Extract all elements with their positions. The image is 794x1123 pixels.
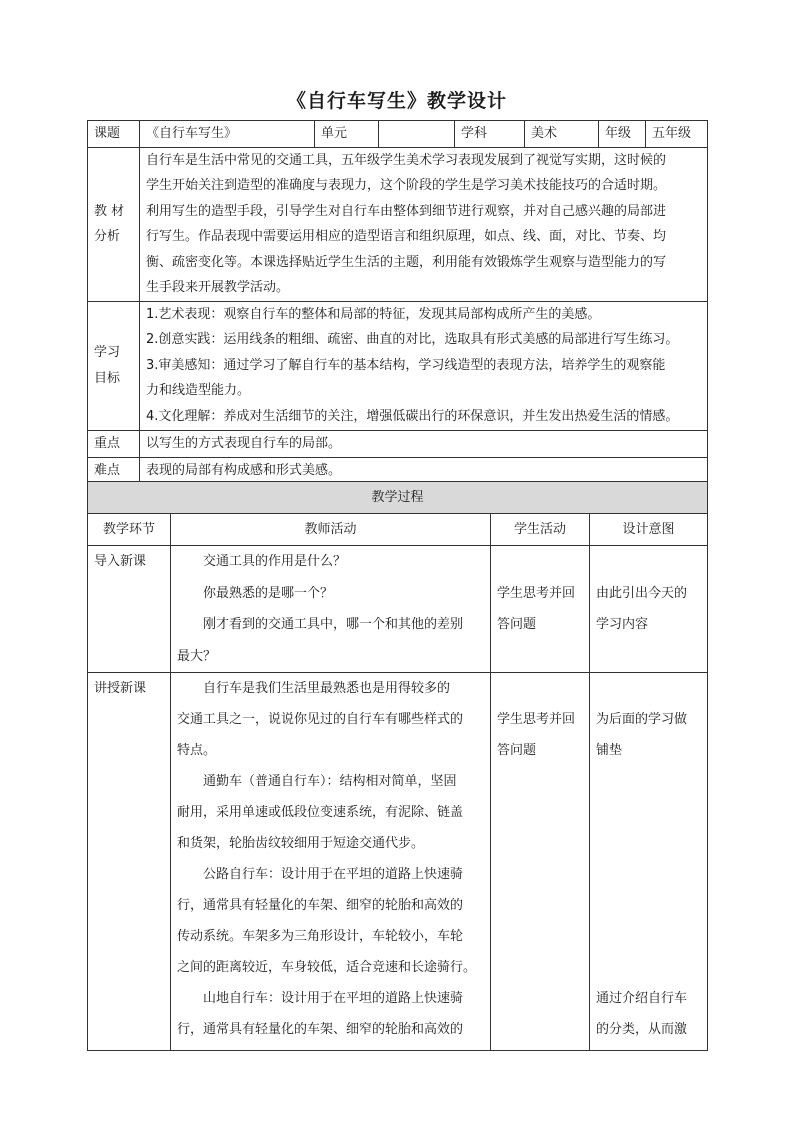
objectives-label xyxy=(88,301,140,430)
analysis-line: 衡、疏密变化等。本课选择贴近学生生活的主题，利用能有效锻炼学生观察与造型能力的写 xyxy=(146,254,667,270)
analysis-label-line1: 教 材 xyxy=(94,203,125,219)
subject-label: 学科 xyxy=(455,121,525,148)
grade-label: 年级 xyxy=(599,121,646,148)
column-header-intent: 设计意图 xyxy=(590,514,708,546)
student-line: 学生思考并回 xyxy=(497,585,576,601)
new-lesson-teacher-activity xyxy=(171,673,491,1051)
objective-line: 4.文化理解：养成对生活细节的关注，增强低碳出行的环保意识，并生发出热爱生活的情感。 xyxy=(146,408,679,424)
teacher-line: 传动系统。车架多为三角形设计，车轮较小，车轮 xyxy=(177,929,464,944)
column-header-stage: 教学环节 xyxy=(88,514,171,546)
objectives-label-line1: 学习 xyxy=(94,345,121,360)
analysis-line: 行写生。作品表现中需要运用相应的造型语言和组织原理，如点、线、面，对比、节奏、均 xyxy=(146,229,667,244)
teaching-process-table xyxy=(87,481,708,1051)
page-title: 《自行车写生》教学设计 xyxy=(286,90,507,112)
column-header-teacher: 教师活动 xyxy=(171,514,491,546)
key-point-value: 以写生的方式表现自行车的局部。 xyxy=(140,430,708,457)
intro-student-activity xyxy=(491,546,590,673)
difficulty-value: 表现的局部有构成感和形式美感。 xyxy=(140,457,708,484)
intro-stage-label: 导入新课 xyxy=(94,554,147,569)
analysis-line: 生手段来开展教学活动。 xyxy=(146,280,290,295)
intent-line: 的分类，从而激 xyxy=(596,1022,688,1037)
objective-line: 力和线造型能力。 xyxy=(146,383,251,399)
teacher-line: 刚才看到的交通工具中，哪一个和其他的差别 xyxy=(203,617,464,632)
teacher-line: 交通工具的作用是什么？ xyxy=(203,554,347,569)
teacher-line: 行，通常具有轻量化的车架、细窄的轮胎和高效的 xyxy=(177,1022,464,1037)
analysis-line: 利用写生的造型手段，引导学生对自行车由整体到细节进行观察，并对自己感兴趣的局部进 xyxy=(146,203,667,219)
teacher-line: 交通工具之一，说说你见过的自行车有哪些样式的 xyxy=(177,712,464,727)
analysis-line: 自行车是生活中常见的交通工具，五年级学生美术学习表现发展到了视觉写实期，这时候的 xyxy=(146,152,667,168)
lesson-info-table xyxy=(87,120,708,485)
intro-stage xyxy=(88,546,171,673)
teacher-line: 自行车是我们生活里最熟悉也是用得较多的 xyxy=(203,681,451,696)
teacher-line: 特点。 xyxy=(177,743,217,758)
intent-line: 通过介绍自行车 xyxy=(596,991,688,1006)
objective-line: 3.审美感知：通过学习了解自行车的基本结构，学习线造型的表现方法，培养学生的观察能 xyxy=(146,357,666,373)
unit-label: 单元 xyxy=(315,121,379,148)
grade-value: 五年级 xyxy=(646,121,708,148)
teacher-line: 公路自行车：设计用于在平坦的道路上快速骑 xyxy=(203,867,464,882)
new-lesson-stage-label: 讲授新课 xyxy=(94,681,147,696)
objective-line: 1.艺术表现：观察自行车的整体和局部的特征，发现其局部构成所产生的美感。 xyxy=(146,306,601,322)
teacher-line: 和货架，轮胎齿纹较细用于短途交通代步。 xyxy=(177,836,425,851)
teacher-line: 通勤车（普通自行车）：结构相对简单，坚固 xyxy=(203,774,457,789)
intent-line: 铺垫 xyxy=(596,743,623,758)
subject-value: 美术 xyxy=(525,121,599,148)
analysis-line: 学生开始关注到造型的准确度与表现力，这个阶段的学生是学习美术技能技巧的合适时期。 xyxy=(146,178,667,193)
teacher-line: 行，通常具有轻量化的车架、细窄的轮胎和高效的 xyxy=(177,898,464,913)
column-header-student: 学生活动 xyxy=(491,514,590,546)
lesson-value: 《自行车写生》 xyxy=(140,121,315,148)
teacher-line: 之间的距离较近，车身较低，适合竞速和长途骑行。 xyxy=(177,960,477,975)
analysis-content xyxy=(140,147,708,301)
objectives-label-line2: 目标 xyxy=(94,370,121,386)
intro-design-intent xyxy=(590,546,708,673)
analysis-label xyxy=(88,147,140,301)
unit-value xyxy=(379,121,455,148)
teacher-line: 山地自行车：设计用于在平坦的道路上快速骑 xyxy=(203,991,464,1006)
student-line: 答问题 xyxy=(497,743,537,758)
intent-line: 由此引出今天的 xyxy=(596,585,688,601)
new-lesson-student-activity xyxy=(491,673,590,1051)
student-line: 答问题 xyxy=(497,617,537,632)
student-line: 学生思考并回 xyxy=(497,712,576,727)
objective-line: 2.创意实践：运用线条的粗细、疏密、曲直的对比，选取具有形式美感的局部进行写生练习。 xyxy=(146,332,679,348)
teacher-line: 耐用，采用单速或低段位变速系统，有泥除、链盖 xyxy=(177,805,464,820)
new-lesson-design-intent xyxy=(590,673,708,1051)
objectives-content xyxy=(140,301,708,430)
intent-line: 为后面的学习做 xyxy=(596,712,688,727)
analysis-label-line2: 分析 xyxy=(94,229,121,244)
key-point-label: 重点 xyxy=(88,430,140,457)
teacher-line: 最大？ xyxy=(177,648,217,664)
difficulty-label: 难点 xyxy=(88,457,140,484)
teacher-line: 你最熟悉的是哪一个？ xyxy=(203,585,334,601)
process-header: 教学过程 xyxy=(88,482,708,514)
intent-line: 学习内容 xyxy=(596,617,649,632)
lesson-label: 课题 xyxy=(88,121,140,148)
intro-teacher-activity xyxy=(171,546,491,673)
new-lesson-stage xyxy=(88,673,171,1051)
